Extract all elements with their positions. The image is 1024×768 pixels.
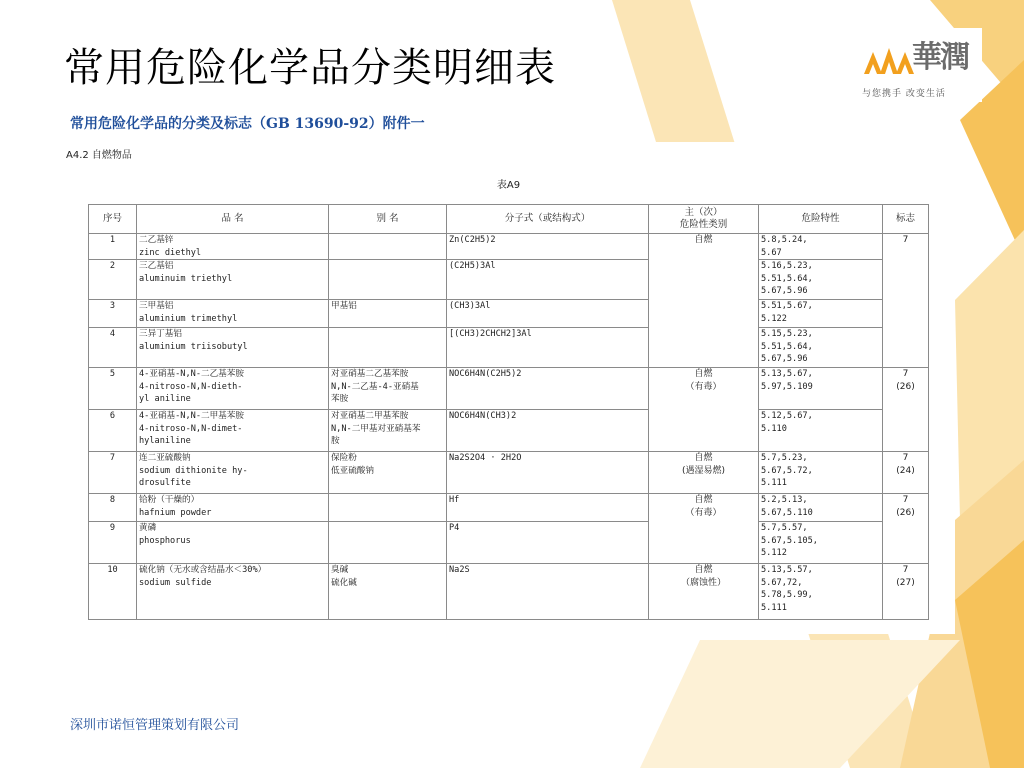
table-row (89, 260, 929, 300)
cell-name: 连二亚硫酸钠 sodium dithionite hy- drosulfite (137, 452, 329, 494)
cell-sign: 7 (26) (883, 494, 929, 564)
cell-no: 7 (89, 452, 137, 494)
cell-alias (329, 494, 447, 522)
table-row (89, 522, 929, 564)
cell-alias: 甲基铝 (329, 300, 447, 328)
cell-hazard: 5.51,5.67, 5.122 (759, 300, 883, 328)
cell-hazard: 5.16,5.23, 5.51,5.64, 5.67,5.96 (759, 260, 883, 300)
cell-alias: 保险粉 低亚硫酸钠 (329, 452, 447, 494)
cell-no: 2 (89, 260, 137, 300)
table-caption: 表A9 (496, 180, 521, 191)
cell-hazard: 5.13,5.57, 5.67,72, 5.78,5.99, 5.111 (759, 564, 883, 620)
footer-company: 深圳市诺恒管理策划有限公司 (70, 718, 240, 733)
brand-slogan: 与您携手 改变生活 (862, 89, 946, 99)
table-row (89, 564, 929, 620)
cell-formula: Zn(C2H5)2 (447, 234, 649, 260)
cell-hazard: 5.8,5.24, 5.67 (759, 234, 883, 260)
cell-hazard: 5.2,5.13, 5.67,5.110 (759, 494, 883, 522)
cell-category: 自燃 （腐蚀性） (649, 564, 759, 620)
table-row (89, 410, 929, 452)
cell-alias (329, 522, 447, 564)
table-row (89, 328, 929, 368)
cell-sign: 7 (26) (883, 368, 929, 452)
cell-name: 三甲基铝 aluminium trimethyl (137, 300, 329, 328)
cell-no: 1 (89, 234, 137, 260)
cell-alias (329, 234, 447, 260)
table-header-row (89, 205, 929, 234)
table-row (89, 300, 929, 328)
cell-formula: (C2H5)3Al (447, 260, 649, 300)
cell-name: 4-亚硝基-N,N-二甲基苯胺 4-nitroso-N,N-dimet- hylaniline (137, 410, 329, 452)
table-row (89, 368, 929, 410)
cell-formula: Na2S (447, 564, 649, 620)
cell-no: 5 (89, 368, 137, 410)
brand-name: 華潤 (912, 40, 968, 75)
cell-alias (329, 260, 447, 300)
header-no: 序号 (89, 205, 137, 234)
cell-alias: 对亚硝基二乙基苯胺 N,N-二乙基-4-亚硝基 苯胺 (329, 368, 447, 410)
cell-formula: NOC6H4N(C2H5)2 (447, 368, 649, 410)
cell-no: 3 (89, 300, 137, 328)
hazard-table (88, 204, 929, 620)
table-row (89, 452, 929, 494)
cell-name: 三异丁基铝 aluminium triisobutyl (137, 328, 329, 368)
cell-name: 铪粉（干燥的） hafnium powder (137, 494, 329, 522)
brand-mark-icon (862, 34, 916, 80)
cell-category: 自燃 （有毒） (649, 494, 759, 564)
cell-hazard: 5.12,5.67, 5.110 (759, 410, 883, 452)
cell-formula: [(CH3)2CHCH2]3Al (447, 328, 649, 368)
document-scan (62, 142, 955, 634)
cell-formula: (CH3)3Al (447, 300, 649, 328)
table-body (89, 234, 929, 620)
cell-formula: NOC6H4N(CH3)2 (447, 410, 649, 452)
page-title: 常用危险化学品分类明细表 (64, 45, 556, 91)
cell-formula: P4 (447, 522, 649, 564)
cell-hazard: 5.13,5.67, 5.97,5.109 (759, 368, 883, 410)
header-alias: 别 名 (329, 205, 447, 234)
header-name: 品 名 (137, 205, 329, 234)
cell-no: 4 (89, 328, 137, 368)
cell-name: 4-亚硝基-N,N-二乙基苯胺 4-nitroso-N,N-dieth- yl aniline (137, 368, 329, 410)
section-heading: A4.2 自燃物品 (66, 150, 132, 161)
cell-no: 10 (89, 564, 137, 620)
cell-category: 自燃 (遇湿易燃) (649, 452, 759, 494)
cell-no: 8 (89, 494, 137, 522)
cell-name: 三乙基铝 aluminuim triethyl (137, 260, 329, 300)
header-sign: 标志 (883, 205, 929, 234)
cell-sign: 7 (24) (883, 452, 929, 494)
table-row (89, 494, 929, 522)
cell-name: 二乙基锌 zinc diethyl (137, 234, 329, 260)
cell-formula: Na2S2O4 · 2H2O (447, 452, 649, 494)
header-hazard: 危险特性 (759, 205, 883, 234)
cell-hazard: 5.7,5.57, 5.67,5.105, 5.112 (759, 522, 883, 564)
cell-hazard: 5.15,5.23, 5.51,5.64, 5.67,5.96 (759, 328, 883, 368)
cell-no: 6 (89, 410, 137, 452)
cell-sign: 7 (27) (883, 564, 929, 620)
header-category: 主（次） 危险性类别 (649, 205, 759, 234)
cell-sign: 7 (883, 234, 929, 368)
cell-alias (329, 328, 447, 368)
cell-alias: 对亚硝基二甲基苯胺 N,N-二甲基对亚硝基苯 胺 (329, 410, 447, 452)
cell-hazard: 5.7,5.23, 5.67,5.72, 5.111 (759, 452, 883, 494)
header-formula: 分子式（或结构式） (447, 205, 649, 234)
table-row (89, 234, 929, 260)
cell-formula: Hf (447, 494, 649, 522)
cell-no: 9 (89, 522, 137, 564)
brand-logo (858, 28, 982, 102)
cell-category: 自燃 （有毒） (649, 368, 759, 452)
page-subtitle: 常用危险化学品的分类及标志（GB 13690-92）附件一 (70, 116, 425, 132)
cell-name: 黄磷 phosphorus (137, 522, 329, 564)
cell-category: 自燃 (649, 234, 759, 368)
cell-alias: 臭碱 硫化碱 (329, 564, 447, 620)
cell-name: 硫化钠（无水或含结晶水＜30%） sodium sulfide (137, 564, 329, 620)
